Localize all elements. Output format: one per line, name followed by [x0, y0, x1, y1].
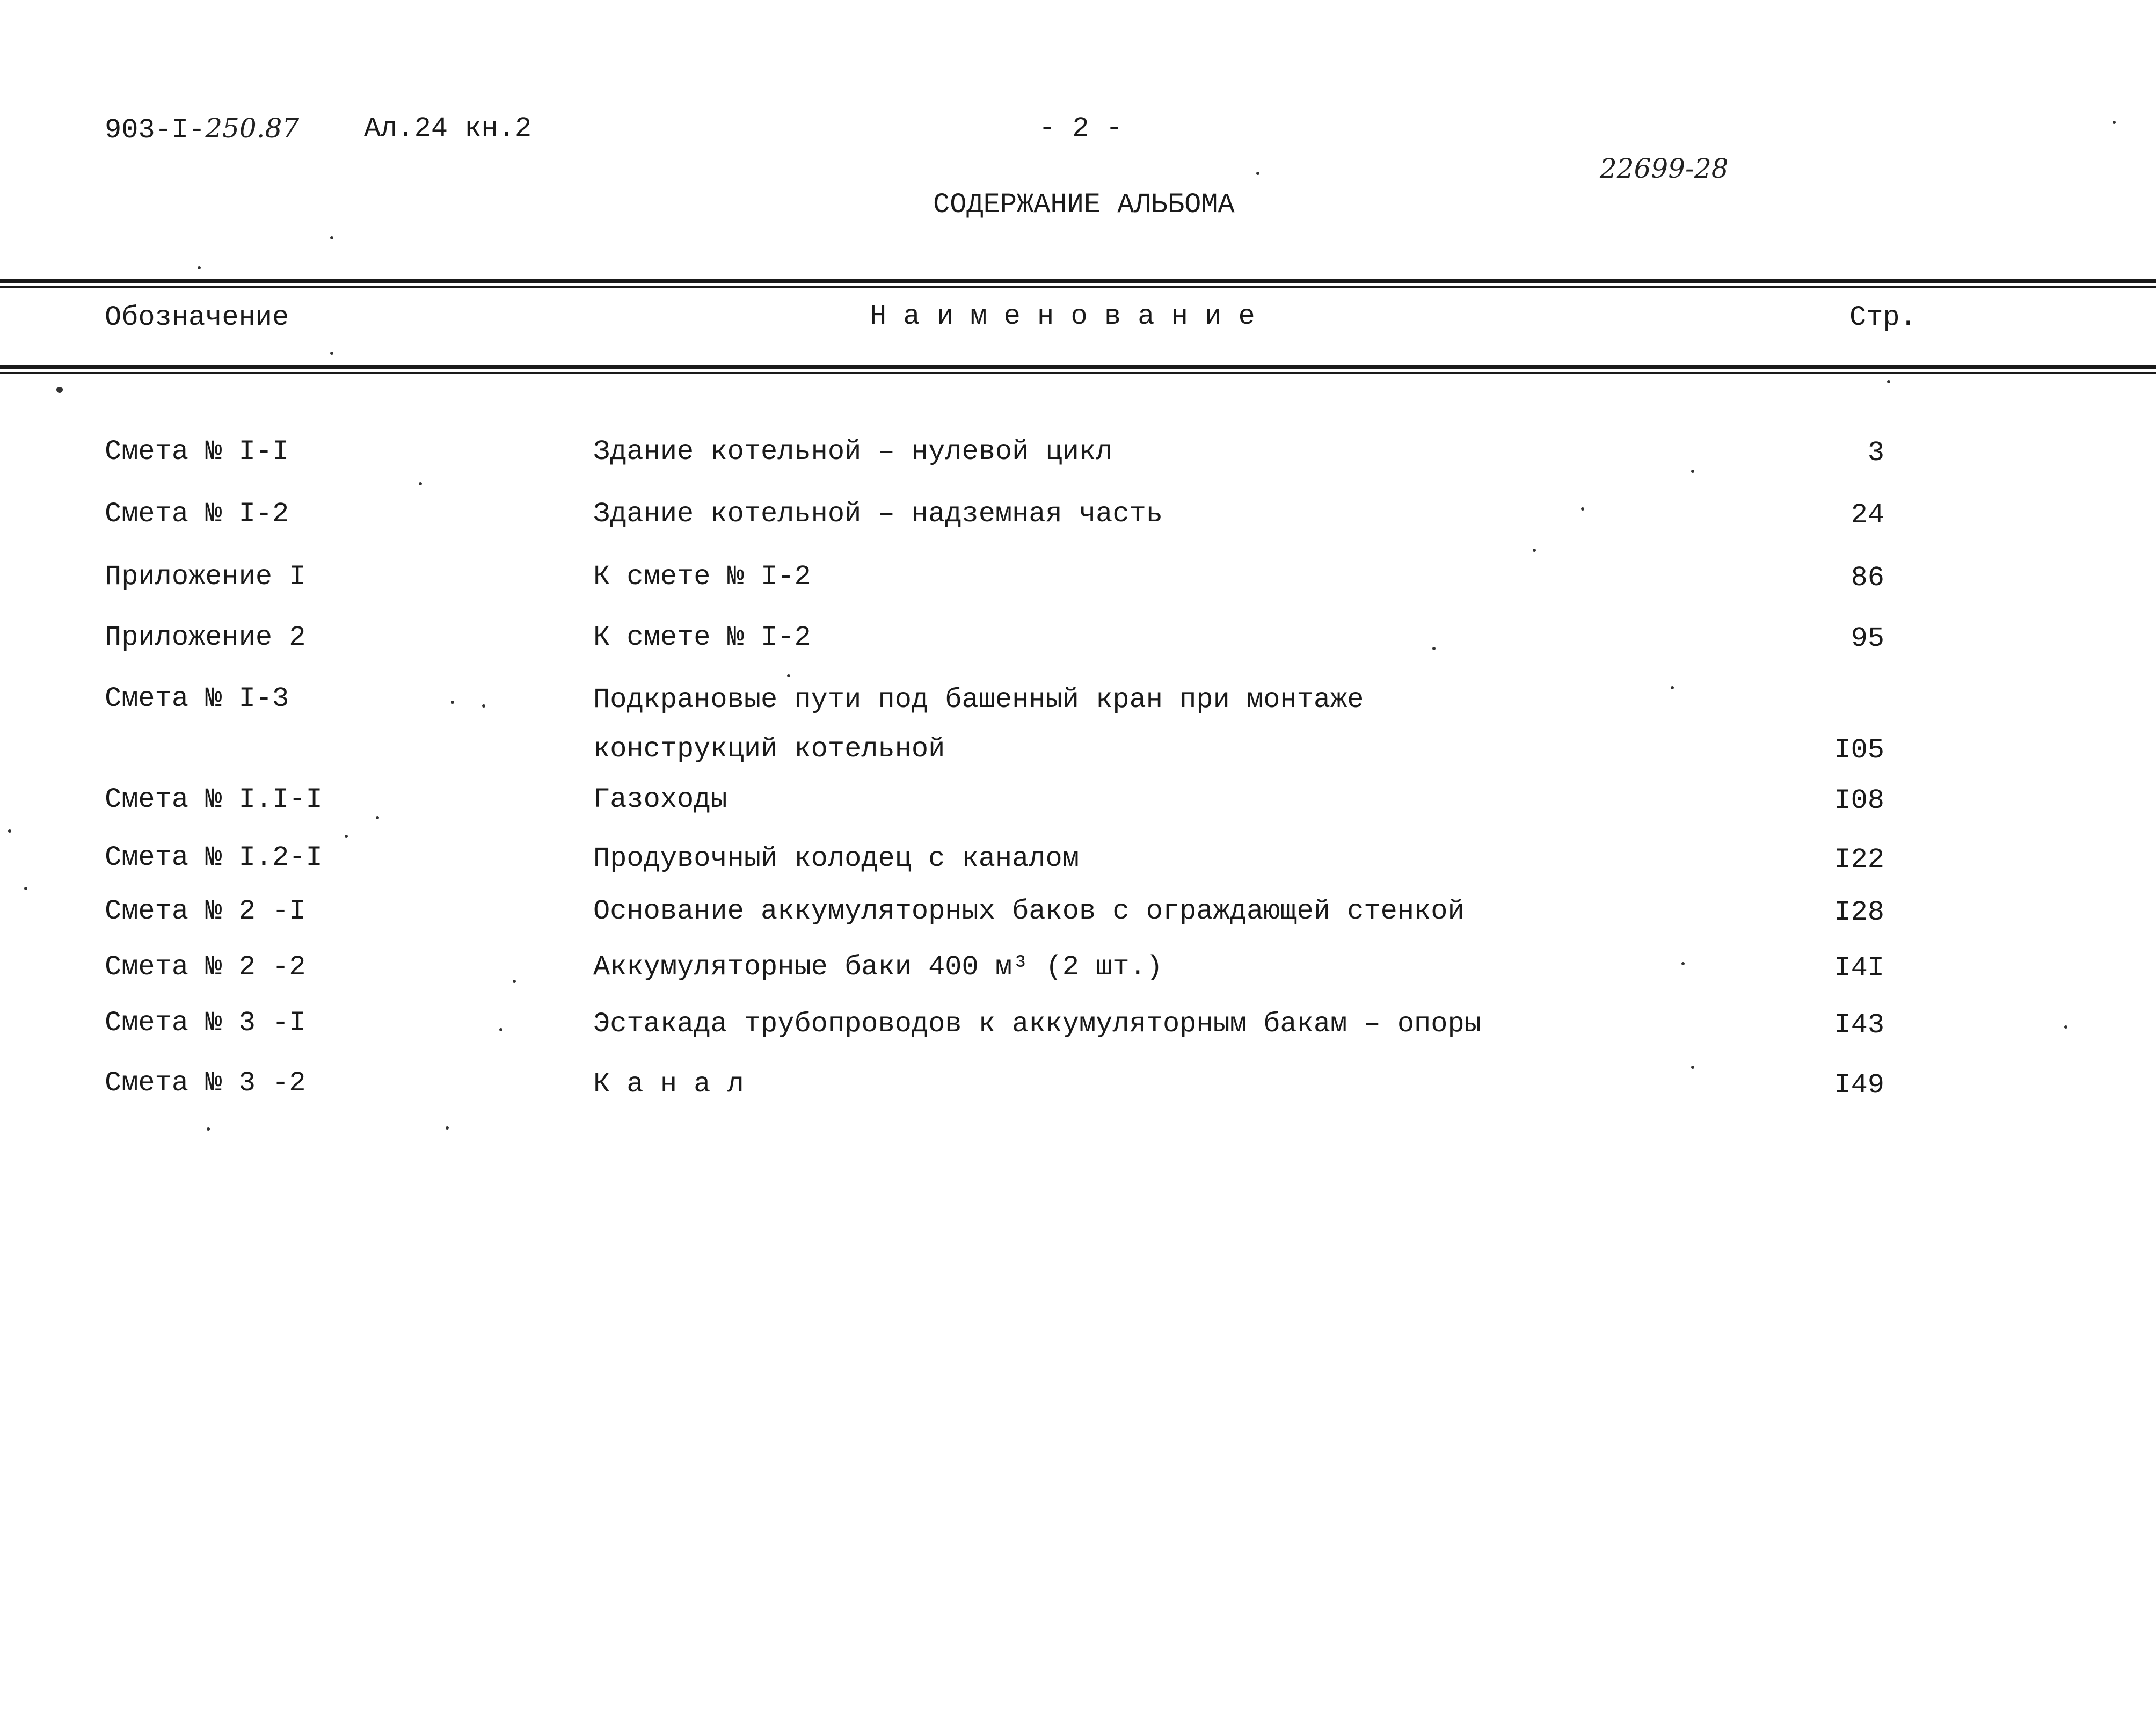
archive-number: 22699-28 — [1600, 153, 1729, 184]
row-page: I22 — [1834, 844, 1884, 876]
row-page: 86 — [1851, 562, 1884, 594]
row-name: Эстакада трубопроводов к аккумуляторным бакам – опоры — [593, 1008, 1481, 1040]
scan-speck — [1691, 470, 1694, 473]
scan-speck — [1432, 647, 1436, 650]
scan-speck — [2064, 1025, 2067, 1029]
row-designation: Смета № I-I — [105, 436, 289, 468]
document-code — [105, 113, 299, 146]
column-header-designation: Обозначение — [105, 302, 289, 333]
scan-speck — [330, 352, 333, 355]
row-page: 3 — [1867, 437, 1884, 469]
scan-speck — [787, 674, 790, 677]
header-rule-bottom — [0, 365, 2156, 369]
scan-speck — [482, 704, 485, 708]
scan-speck — [419, 482, 422, 485]
row-designation: Смета № 3 -I — [105, 1007, 306, 1039]
row-name: К смете № I-2 — [593, 622, 811, 653]
scan-speck — [1256, 172, 1259, 175]
scan-speck — [8, 829, 11, 833]
row-name: Здание котельной – надземная часть — [593, 498, 1163, 530]
scan-speck — [376, 816, 379, 819]
column-header-name: Н а и м е н о в а н и е — [870, 301, 1255, 332]
scan-speck — [24, 887, 27, 890]
scan-speck — [1887, 380, 1890, 383]
scan-speck — [2113, 121, 2116, 124]
row-designation: Смета № 2 -I — [105, 895, 306, 927]
document-code-handwritten: 250.87 — [205, 113, 300, 144]
scan-speck — [451, 701, 454, 704]
row-designation: Приложение I — [105, 561, 306, 593]
row-page: 95 — [1851, 623, 1884, 654]
row-page: 24 — [1851, 499, 1884, 531]
row-name: К смете № I-2 — [593, 561, 811, 593]
column-header-page: Стр. — [1849, 302, 1917, 333]
scan-speck — [1691, 1066, 1694, 1069]
row-page: I43 — [1834, 1009, 1884, 1041]
scan-speck — [198, 266, 201, 269]
scan-speck — [446, 1126, 449, 1130]
row-designation: Смета № I.2-I — [105, 842, 323, 873]
row-page: I08 — [1834, 785, 1884, 817]
row-designation: Смета № I-2 — [105, 498, 289, 530]
scan-speck — [1671, 686, 1674, 689]
scan-speck — [1581, 507, 1584, 511]
row-name: Газоходы — [593, 784, 727, 815]
scan-speck — [345, 835, 348, 838]
row-designation: Смета № I.I-I — [105, 784, 323, 815]
header-rule-top — [0, 279, 2156, 283]
row-page: I49 — [1834, 1069, 1884, 1101]
row-name: Аккумуляторные баки 400 м³ (2 шт.) — [593, 951, 1163, 983]
row-page: I28 — [1834, 897, 1884, 928]
row-designation: Смета № 3 -2 — [105, 1067, 306, 1099]
page-number: - 2 - — [1039, 113, 1123, 144]
page-title: СОДЕРЖАНИЕ АЛЬБОМА — [933, 189, 1235, 221]
scan-speck — [1681, 962, 1685, 965]
scan-speck — [513, 980, 516, 983]
scan-speck — [1533, 549, 1536, 552]
scan-speck — [330, 236, 333, 239]
row-designation: Смета № 2 -2 — [105, 951, 306, 983]
row-name: Подкрановые пути под башенный кран при монтаже — [593, 684, 1364, 716]
document-code-prefix: 903-I- — [105, 114, 206, 146]
scan-speck — [56, 387, 63, 393]
scan-speck — [207, 1127, 210, 1131]
header-rule-top-thin — [0, 286, 2156, 288]
scan-speck — [499, 1028, 502, 1031]
row-name: Продувочный колодец с каналом — [593, 843, 1079, 875]
album-label: Ал.24 кн.2 — [364, 113, 532, 144]
row-page: I4I — [1834, 952, 1884, 984]
row-page: I05 — [1834, 734, 1884, 766]
row-name-continued: конструкций котельной — [593, 733, 945, 765]
row-name: К а н а л — [593, 1068, 744, 1100]
row-designation: Смета № I-3 — [105, 683, 289, 715]
row-name: Основание аккумуляторных баков с ограждающей стенкой — [593, 895, 1465, 927]
row-name: Здание котельной – нулевой цикл — [593, 436, 1113, 468]
header-rule-bottom-thin — [0, 372, 2156, 374]
row-designation: Приложение 2 — [105, 622, 306, 653]
